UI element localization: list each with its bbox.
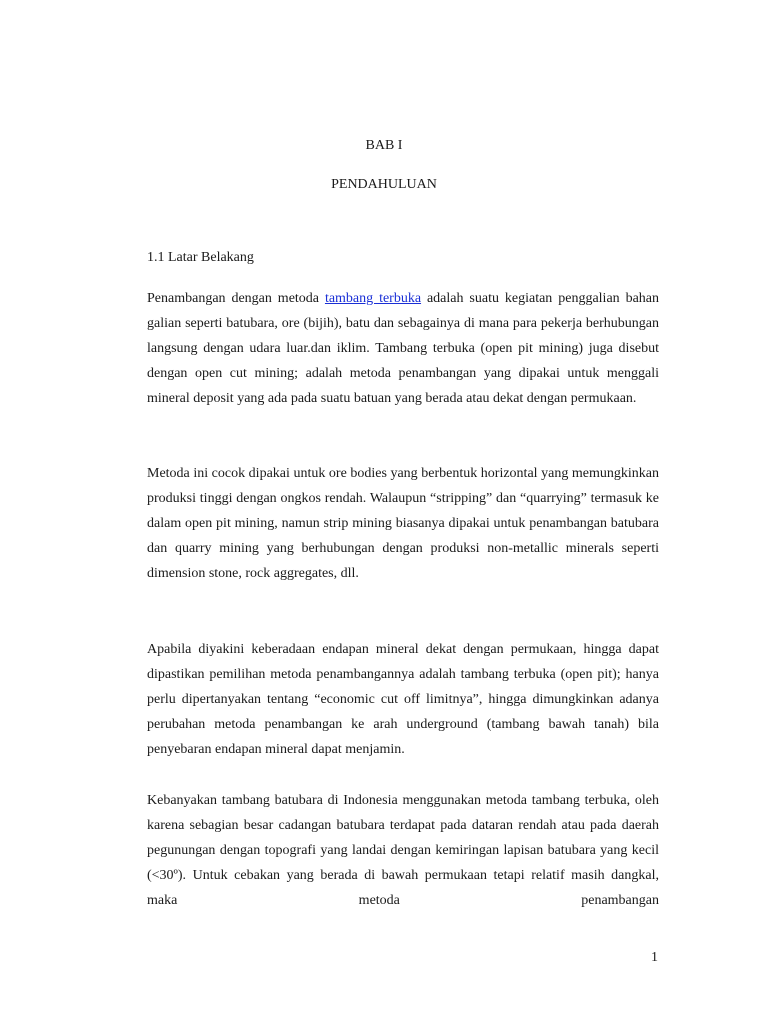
- chapter-title: PENDAHULUAN: [331, 177, 437, 192]
- paragraph-2: Metoda ini cocok dipakai untuk ore bodies yang berbentuk horizontal yang memungkinkan produksi tinggi dengan ongkos rendah. Walaupun “stripping” dan “quarrying” termasuk ke dalam open pit mining, namun strip mining biasanya dipakai untuk penambangan batubara dan quarry mining yang berhubungan dengan produksi non-metallic minerals seperti dimension stone, rock aggregates, dll.: [147, 466, 659, 581]
- tambang-terbuka-link[interactable]: tambang terbuka: [324, 291, 422, 306]
- paragraph-3: Apabila diyakini keberadaan endapan mineral dekat dengan permukaan, hingga dapat dipastikan pemilihan metoda penambangannya adalah tambang terbuka (open pit); hanya perlu dipertanyakan tentang “economic cut off limitnya”, hingga dimungkinkan adanya perubahan metoda penambangan ke arah underground (tambang bawah tanah) bila penyebaran endapan mineral dapat menjamin.: [147, 642, 659, 757]
- paragraph-4: Kebanyakan tambang batubara di Indonesia menggunakan metoda tambang terbuka, oleh karena sebagian besar cadangan batubara terdapat pada dataran rendah atau pada daerah pegunungan dengan topografi yang landai dengan kemiringan lapisan batubara yang kecil (<30º). Untuk cebakan yang berada di bawah permukaan tetapi relatif masih dangkal, maka metoda penambangan: [147, 793, 659, 908]
- page-number: 1: [651, 950, 658, 965]
- chapter-number: BAB I: [365, 138, 403, 153]
- paragraph-1: [147, 286, 659, 411]
- section-heading: 1.1 Latar Belakang: [147, 250, 254, 265]
- paragraph-1-text-start: Penambangan dengan metoda: [147, 291, 325, 306]
- paragraph-1-text-end: adalah suatu kegiatan penggalian bahan galian seperti batubara, ore (bijih), batu dan sebagainya di mana para pekerja berhubungan langsung dengan udara luar.dan iklim. Tambang terbuka (open pit mining) juga disebut dengan open cut mining; adalah metoda penambangan yang dipakai untuk menggali mineral deposit yang ada pada suatu batuan yang berada atau dekat dengan permukaan.: [147, 291, 660, 406]
